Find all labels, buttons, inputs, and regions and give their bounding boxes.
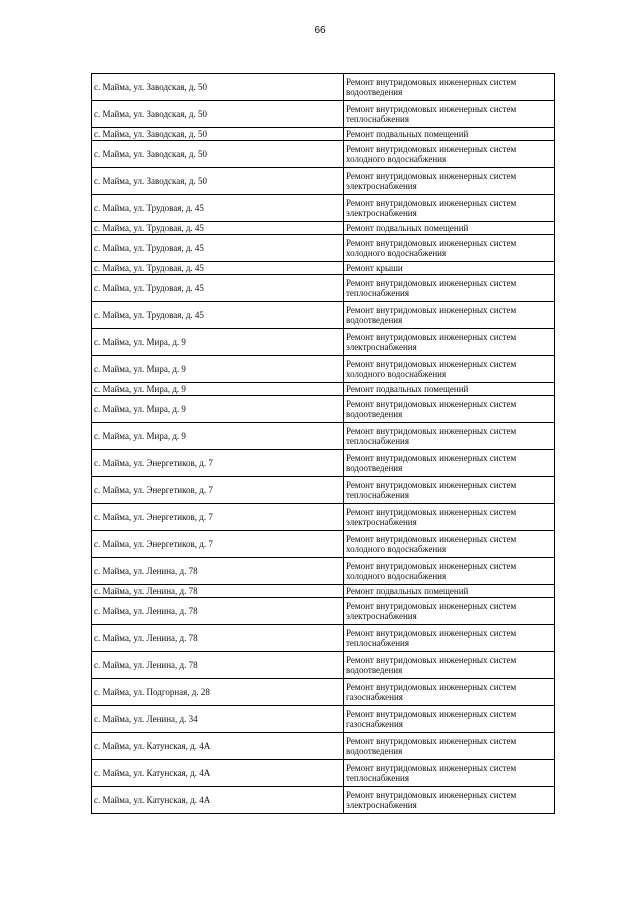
address-cell: с. Майма, ул. Мира, д. 9: [92, 423, 344, 450]
table-row: [92, 450, 555, 477]
work-type-cell: Ремонт внутридомовых инженерных систем холодного водоснабжения: [344, 235, 555, 262]
address-cell: с. Майма, ул. Заводская, д. 50: [92, 74, 344, 101]
page-number: 66: [314, 25, 326, 36]
work-type-cell: Ремонт внутридомовых инженерных систем теплоснабжения: [344, 275, 555, 302]
address-cell: с. Майма, ул. Ленина, д. 78: [92, 652, 344, 679]
work-type-cell: Ремонт внутридомовых инженерных систем водоотведения: [344, 652, 555, 679]
address-cell: с. Майма, ул. Ленина, д. 78: [92, 625, 344, 652]
table-row: [92, 222, 555, 235]
works-table-body: [92, 74, 555, 814]
work-type-cell: Ремонт внутридомовых инженерных систем холодного водоснабжения: [344, 356, 555, 383]
work-type-cell: Ремонт внутридомовых инженерных систем водоотведения: [344, 733, 555, 760]
work-type-cell: Ремонт внутридомовых инженерных систем электроснабжения: [344, 787, 555, 814]
work-type-cell: Ремонт подвальных помещений: [344, 128, 555, 141]
table-row: [92, 423, 555, 450]
work-type-cell: Ремонт внутридомовых инженерных систем водоотведения: [344, 74, 555, 101]
address-cell: с. Майма, ул. Катунская, д. 4А: [92, 760, 344, 787]
address-cell: с. Майма, ул. Энергетиков, д. 7: [92, 531, 344, 558]
work-type-cell: Ремонт внутридомовых инженерных систем холодного водоснабжения: [344, 558, 555, 585]
table-row: [92, 356, 555, 383]
address-cell: с. Майма, ул. Катунская, д. 4А: [92, 733, 344, 760]
work-type-cell: Ремонт внутридомовых инженерных систем электроснабжения: [344, 598, 555, 625]
table-row: [92, 235, 555, 262]
address-cell: с. Майма, ул. Ленина, д. 78: [92, 585, 344, 598]
table-row: [92, 558, 555, 585]
work-type-cell: Ремонт подвальных помещений: [344, 222, 555, 235]
work-type-cell: Ремонт внутридомовых инженерных систем водоотведения: [344, 450, 555, 477]
address-cell: с. Майма, ул. Энергетиков, д. 7: [92, 450, 344, 477]
table-row: [92, 195, 555, 222]
address-cell: с. Майма, ул. Ленина, д. 78: [92, 558, 344, 585]
works-table: [91, 73, 555, 814]
table-row: [92, 329, 555, 356]
work-type-cell: Ремонт внутридомовых инженерных систем газоснабжения: [344, 679, 555, 706]
address-cell: с. Майма, ул. Заводская, д. 50: [92, 128, 344, 141]
work-type-cell: Ремонт внутридомовых инженерных систем водоотведения: [344, 302, 555, 329]
work-type-cell: Ремонт внутридомовых инженерных систем электроснабжения: [344, 329, 555, 356]
table-row: [92, 585, 555, 598]
address-cell: с. Майма, ул. Заводская, д. 50: [92, 141, 344, 168]
table-row: [92, 679, 555, 706]
address-cell: с. Майма, ул. Энергетиков, д. 7: [92, 504, 344, 531]
table-row: [92, 141, 555, 168]
table-row: [92, 396, 555, 423]
address-cell: с. Майма, ул. Заводская, д. 50: [92, 101, 344, 128]
table-row: [92, 168, 555, 195]
table-row: [92, 101, 555, 128]
address-cell: с. Майма, ул. Трудовая, д. 45: [92, 195, 344, 222]
table-row: [92, 275, 555, 302]
table-row: [92, 383, 555, 396]
address-cell: с. Майма, ул. Энергетиков, д. 7: [92, 477, 344, 504]
work-type-cell: Ремонт внутридомовых инженерных систем водоотведения: [344, 396, 555, 423]
address-cell: с. Майма, ул. Трудовая, д. 45: [92, 235, 344, 262]
address-cell: с. Майма, ул. Подгорная, д. 28: [92, 679, 344, 706]
table-row: [92, 625, 555, 652]
table-row: [92, 652, 555, 679]
table-row: [92, 787, 555, 814]
address-cell: с. Майма, ул. Трудовая, д. 45: [92, 302, 344, 329]
table-row: [92, 477, 555, 504]
address-cell: с. Майма, ул. Мира, д. 9: [92, 383, 344, 396]
work-type-cell: Ремонт внутридомовых инженерных систем электроснабжения: [344, 504, 555, 531]
work-type-cell: Ремонт внутридомовых инженерных систем теплоснабжения: [344, 760, 555, 787]
work-type-cell: Ремонт внутридомовых инженерных систем электроснабжения: [344, 168, 555, 195]
address-cell: с. Майма, ул. Трудовая, д. 45: [92, 262, 344, 275]
work-type-cell: Ремонт внутридомовых инженерных систем холодного водоснабжения: [344, 531, 555, 558]
work-type-cell: Ремонт внутридомовых инженерных систем теплоснабжения: [344, 625, 555, 652]
work-type-cell: Ремонт подвальных помещений: [344, 383, 555, 396]
address-cell: с. Майма, ул. Трудовая, д. 45: [92, 222, 344, 235]
table-row: [92, 128, 555, 141]
work-type-cell: Ремонт внутридомовых инженерных систем теплоснабжения: [344, 477, 555, 504]
work-type-cell: Ремонт внутридомовых инженерных систем теплоснабжения: [344, 101, 555, 128]
work-type-cell: Ремонт крыши: [344, 262, 555, 275]
work-type-cell: Ремонт подвальных помещений: [344, 585, 555, 598]
address-cell: с. Майма, ул. Трудовая, д. 45: [92, 275, 344, 302]
work-type-cell: Ремонт внутридомовых инженерных систем холодного водоснабжения: [344, 141, 555, 168]
table-row: [92, 74, 555, 101]
table-row: [92, 262, 555, 275]
work-type-cell: Ремонт внутридомовых инженерных систем теплоснабжения: [344, 423, 555, 450]
table-row: [92, 598, 555, 625]
table-row: [92, 760, 555, 787]
table-row: [92, 733, 555, 760]
address-cell: с. Майма, ул. Мира, д. 9: [92, 356, 344, 383]
address-cell: с. Майма, ул. Мира, д. 9: [92, 329, 344, 356]
address-cell: с. Майма, ул. Ленина, д. 78: [92, 598, 344, 625]
address-cell: с. Майма, ул. Мира, д. 9: [92, 396, 344, 423]
table-row: [92, 504, 555, 531]
address-cell: с. Майма, ул. Катунская, д. 4А: [92, 787, 344, 814]
table-row: [92, 706, 555, 733]
table-row: [92, 531, 555, 558]
address-cell: с. Майма, ул. Ленина, д. 34: [92, 706, 344, 733]
work-type-cell: Ремонт внутридомовых инженерных систем газоснабжения: [344, 706, 555, 733]
table-row: [92, 302, 555, 329]
work-type-cell: Ремонт внутридомовых инженерных систем электроснабжения: [344, 195, 555, 222]
address-cell: с. Майма, ул. Заводская, д. 50: [92, 168, 344, 195]
